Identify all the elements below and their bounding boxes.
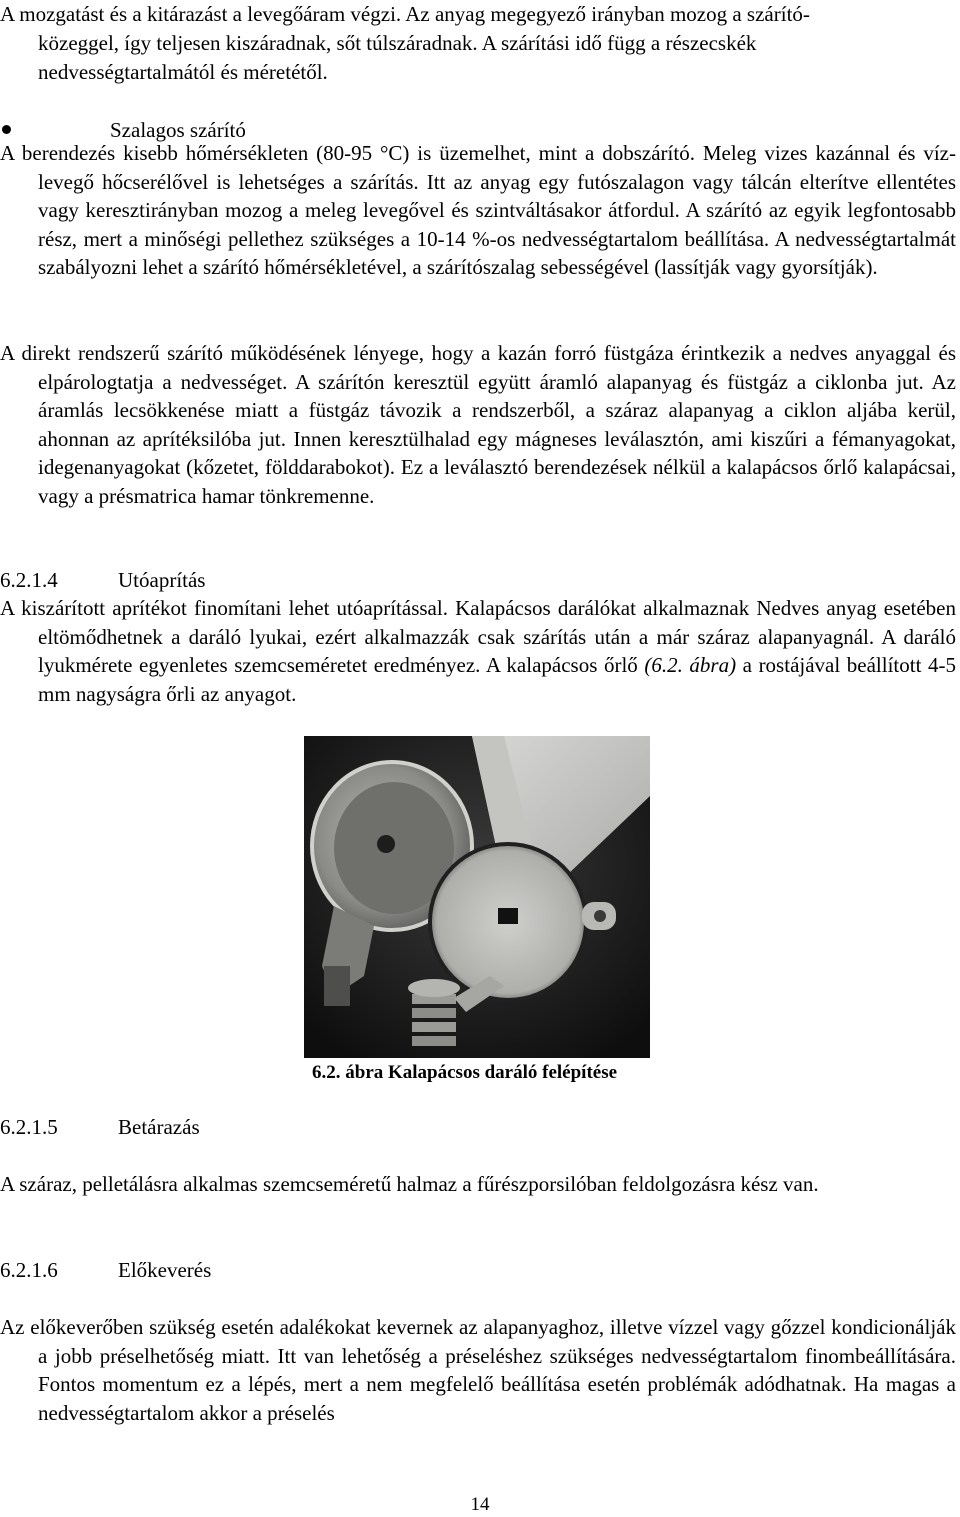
direct-dryer-body: A direkt rendszerű szárító működésének lényege, hogy a kazán forró füstgáza érintkezik a nedves anyaggal és elpárologtatja a nedvességet. A szárítón keresztül együtt áramló alapanyag és füstgáz a ciklonba jut. Az áramlás lecsökkenése miatt a füstgáz távozik a rendszerből, a száraz alapanyag a ciklon aljába kerül, ahonnan az aprítéksilóba jut. Innen keresztülhalad egy mágneses leválasztón, ami kiszűri a fémanyagokat, idegenanyagokat (kőzetet, földdarabokot). Ez a leválasztó berendezések nélkül a kalapácsos őrlő kalapácsai, vagy a présmatrica hamar tönkremenne. [0,341,956,508]
page-number: 14 [470,1494,490,1515]
figure-caption: 6.2. ábra Kalapácsos daráló felépítése [312,1062,618,1083]
belt-dryer-title: Szalagos szárító [110,118,246,142]
post-grinding-body-1: A kiszárított aprítékot finomítani lehet utóaprítással. Kalapácsos darálókat alkalmaznak Nedves anyag esetében eltömődhetnek a daráló lyukai, ezért alkalmazzák csak szárítás után a már száraz alapanyagnál. A daráló lyukmérete egyenletes szemcseméretet eredményez. A kalapácsos őrlő [0,596,956,677]
belt-dryer-paragraph [0,139,956,282]
post-grinding-body-2: a rostájával beállított 4-5 mm nagyságra őrli az anyagot. [38,653,956,706]
premixing-paragraph [0,1313,956,1427]
belt-dryer-body: A berendezés kisebb hőmérsékleten (80-95 °C) is üzemelhet, mint a dobszárító. Meleg vizes kazánnal és víz-levegő hőcserélővel is lehetséges a szárítás. Itt az anyag egy futószalagon vagy tálcán elterítve ellentétes vagy keresztirányban mozog a meleg levegővel és szintváltásakor átfordul. A szárító az egyik legfontosabb rész, mert a minőségi pellethez szükséges a 10-14 %-os nedvességtartalom beállítása. A nedvességtartalmát szabályozni lehet a szárító hőmérsékletével, a szárítószalag sebességével (lassítják vagy gyorsítják). [0,141,956,279]
section-number: 6.2.1.5 [0,1115,58,1139]
figure-reference: (6.2. ábra) [644,653,737,677]
intro-line-2: közeggel, így teljesen kiszáradnak, sőt túlszáradnak. A szárítási idő függ a részecskék [38,31,757,55]
intro-line-3: nedvességtartalmától és méretétől. [38,60,328,84]
direct-dryer-paragraph [0,339,956,510]
bullet-icon [2,125,11,134]
section-title: Előkeverés [118,1258,212,1282]
section-6-2-1-5-heading [0,1113,200,1141]
section-number: 6.2.1.4 [0,568,58,592]
storage-paragraph [0,1170,920,1199]
section-6-2-1-4-heading [0,566,205,594]
section-title: Betárazás [118,1115,200,1139]
section-6-2-1-6-heading [0,1256,211,1284]
post-grinding-paragraph [0,594,956,708]
section-number: 6.2.1.6 [0,1258,58,1282]
premixing-body: Az előkeverőben szükség esetén adalékokat kevernek az alapanyaghoz, illetve vízzel vagy gőzzel kondicionálják a jobb préselhetőség miatt. Itt van lehetőség a préseléshez szükséges nedvességtartalom finombeállítására. Fontos momentum ez a lépés, mert a nem megfelelő beállítása esetén problémák adódhatnak. Ha magas a nedvességtartalom akkor a préselés [0,1315,956,1425]
storage-body: A száraz, pelletálásra alkalmas szemcseméretű halmaz a fűrészporsilóban feldolgozásra kész van. [0,1172,819,1196]
hammer-mill-photo [304,736,650,1058]
section-title: Utóaprítás [118,568,206,592]
intro-line-1: A mozgatást és a kitárazást a levegőáram végzi. Az anyag megegyező irányban mozog a szárító- [0,2,810,26]
